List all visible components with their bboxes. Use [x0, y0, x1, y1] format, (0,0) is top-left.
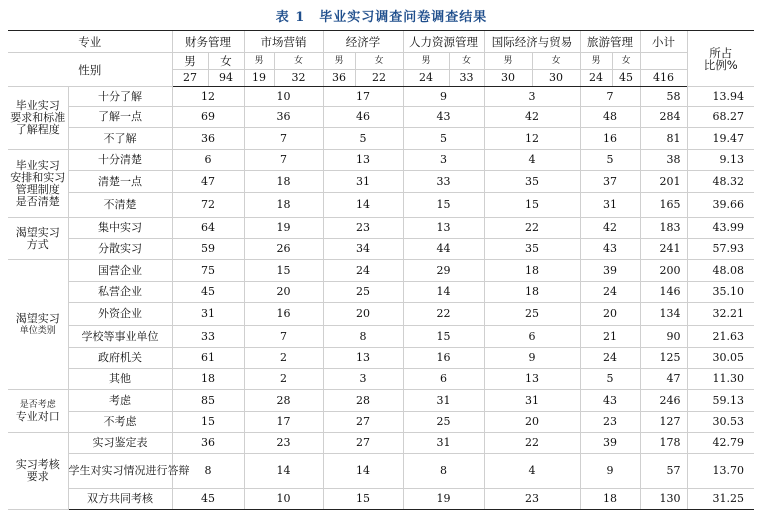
- value-cell: 15: [172, 412, 244, 433]
- value-cell: 15: [403, 193, 484, 218]
- major-header: 专业: [8, 31, 172, 53]
- row-item-label: 集中实习: [68, 218, 172, 239]
- value-cell: 3: [484, 87, 580, 107]
- value-cell: 3: [403, 150, 484, 171]
- major-economics: 经济学: [323, 31, 403, 53]
- value-cell: 15: [323, 489, 403, 510]
- value-cell: 6: [484, 326, 580, 348]
- value-cell: 18: [244, 193, 323, 218]
- value-cell: 33: [403, 171, 484, 193]
- subtotal-cell: 201: [640, 171, 687, 193]
- ratio-cell: 13.94: [687, 87, 754, 107]
- value-cell: 19: [403, 489, 484, 510]
- value-cell: 35: [484, 171, 580, 193]
- value-cell: 13: [403, 218, 484, 239]
- subtotal-cell: 146: [640, 282, 687, 303]
- row-item-label: 双方共同考核: [68, 489, 172, 510]
- major-marketing: 市场营销: [244, 31, 323, 53]
- female-label: 女: [274, 53, 323, 70]
- count-cell: 32: [274, 70, 323, 87]
- row-item-label: 不了解: [68, 128, 172, 150]
- ratio-cell: 32.21: [687, 303, 754, 326]
- value-cell: 15: [244, 260, 323, 282]
- row-item-label: 清楚一点: [68, 171, 172, 193]
- row-category: [8, 150, 68, 218]
- header-row-gender: [8, 53, 754, 70]
- value-cell: 45: [172, 489, 244, 510]
- female-label: 女: [355, 53, 403, 70]
- table-row: [8, 369, 754, 390]
- row-category-line: 了解程度: [15, 123, 60, 136]
- row-item-label: 学生对实习情况进行答辩: [68, 454, 172, 489]
- ratio-cell: 68.27: [687, 107, 754, 128]
- row-category: [8, 87, 68, 150]
- value-cell: 2: [244, 348, 323, 369]
- table-row: [8, 282, 754, 303]
- value-cell: 24: [580, 282, 640, 303]
- subtotal-blank: [640, 53, 687, 70]
- row-item-label: 私营企业: [68, 282, 172, 303]
- ratio-cell: 9.13: [687, 150, 754, 171]
- ratio-cell: 39.66: [687, 193, 754, 218]
- value-cell: 24: [323, 260, 403, 282]
- value-cell: 20: [244, 282, 323, 303]
- count-cell: 30: [532, 70, 580, 87]
- female-label: 女: [208, 53, 244, 70]
- count-cell: 33: [449, 70, 484, 87]
- value-cell: 36: [244, 107, 323, 128]
- male-label: 男: [403, 53, 449, 70]
- value-cell: 39: [580, 433, 640, 454]
- subtotal-cell: 241: [640, 239, 687, 260]
- value-cell: 27: [323, 412, 403, 433]
- value-cell: 25: [403, 412, 484, 433]
- table-row: [8, 326, 754, 348]
- value-cell: 14: [244, 454, 323, 489]
- row-item-label: 不清楚: [68, 193, 172, 218]
- value-cell: 7: [244, 326, 323, 348]
- table-title: 毕业实习调查问卷调查结果: [319, 10, 488, 25]
- table-row: [8, 348, 754, 369]
- ratio-header-line1: 所占: [709, 45, 733, 60]
- table-row: [8, 150, 754, 171]
- value-cell: 24: [580, 348, 640, 369]
- value-cell: 6: [172, 150, 244, 171]
- value-cell: 7: [244, 128, 323, 150]
- value-cell: 14: [323, 193, 403, 218]
- row-category-line: 毕业实习: [15, 158, 60, 172]
- value-cell: 22: [403, 303, 484, 326]
- value-cell: 61: [172, 348, 244, 369]
- row-category-line: 安排和实习: [10, 170, 66, 184]
- survey-results-table: [8, 30, 754, 510]
- row-category-line: 专业对口: [15, 410, 60, 423]
- count-cell: 19: [244, 70, 274, 87]
- row-category-line: 实习考核: [15, 458, 60, 471]
- header-row-majors: [8, 31, 754, 53]
- major-hr: 人力资源管理: [403, 31, 484, 53]
- value-cell: 31: [323, 171, 403, 193]
- value-cell: 8: [403, 454, 484, 489]
- major-intl-trade: 国际经济与贸易: [484, 31, 580, 53]
- subtotal-cell: 200: [640, 260, 687, 282]
- value-cell: 31: [172, 303, 244, 326]
- count-cell: 22: [355, 70, 403, 87]
- value-cell: 23: [244, 433, 323, 454]
- value-cell: 13: [323, 348, 403, 369]
- value-cell: 35: [484, 239, 580, 260]
- value-cell: 85: [172, 390, 244, 412]
- value-cell: 19: [244, 218, 323, 239]
- value-cell: 28: [323, 390, 403, 412]
- value-cell: 37: [580, 171, 640, 193]
- value-cell: 42: [484, 107, 580, 128]
- ratio-cell: 48.08: [687, 260, 754, 282]
- value-cell: 45: [172, 282, 244, 303]
- table-row: [8, 260, 754, 282]
- female-label: 女: [449, 53, 484, 70]
- value-cell: 27: [323, 433, 403, 454]
- value-cell: 34: [323, 239, 403, 260]
- ratio-cell: 30.53: [687, 412, 754, 433]
- value-cell: 18: [484, 282, 580, 303]
- value-cell: 15: [403, 326, 484, 348]
- subtotal-cell: 81: [640, 128, 687, 150]
- subtotal-cell: 125: [640, 348, 687, 369]
- ratio-cell: 42.79: [687, 433, 754, 454]
- row-category: [8, 218, 68, 260]
- row-item-label: 分散实习: [68, 239, 172, 260]
- ratio-cell: 43.99: [687, 218, 754, 239]
- ratio-cell: 31.25: [687, 489, 754, 510]
- male-label: 男: [484, 53, 532, 70]
- subtotal-header: 小计: [640, 31, 687, 53]
- value-cell: 59: [172, 239, 244, 260]
- row-item-label: 国营企业: [68, 260, 172, 282]
- row-item-label: 实习鉴定表: [68, 433, 172, 454]
- row-category-line: 要求和标准: [10, 111, 66, 124]
- subtotal-cell: 178: [640, 433, 687, 454]
- value-cell: 75: [172, 260, 244, 282]
- subtotal-cell: 127: [640, 412, 687, 433]
- subtotal-cell: 246: [640, 390, 687, 412]
- ratio-header-line2: 比例%: [703, 57, 738, 72]
- value-cell: 31: [484, 390, 580, 412]
- value-cell: 8: [323, 326, 403, 348]
- value-cell: 9: [403, 87, 484, 107]
- value-cell: 31: [403, 390, 484, 412]
- value-cell: 22: [484, 433, 580, 454]
- value-cell: 25: [323, 282, 403, 303]
- value-cell: 5: [403, 128, 484, 150]
- subtotal-cell: 134: [640, 303, 687, 326]
- ratio-cell: 13.70: [687, 454, 754, 489]
- row-item-label: 政府机关: [68, 348, 172, 369]
- value-cell: 20: [580, 303, 640, 326]
- value-cell: 4: [484, 454, 580, 489]
- table-row: [8, 87, 754, 107]
- male-label: 男: [244, 53, 274, 70]
- row-category-line: 毕业实习: [15, 99, 60, 112]
- table-row: [8, 128, 754, 150]
- row-category-line: 是否清楚: [15, 194, 60, 208]
- value-cell: 16: [580, 128, 640, 150]
- value-cell: 10: [244, 87, 323, 107]
- row-category-line: 方式: [26, 237, 49, 251]
- value-cell: 5: [580, 369, 640, 390]
- value-cell: 22: [484, 218, 580, 239]
- value-cell: 15: [484, 193, 580, 218]
- table-row: [8, 107, 754, 128]
- value-cell: 23: [484, 489, 580, 510]
- value-cell: 23: [580, 412, 640, 433]
- value-cell: 17: [244, 412, 323, 433]
- value-cell: 8: [172, 454, 244, 489]
- subtotal-cell: 58: [640, 87, 687, 107]
- table-row: [8, 390, 754, 412]
- ratio-cell: 48.32: [687, 171, 754, 193]
- row-category-line: 渴望实习: [15, 311, 60, 325]
- ratio-cell: 19.47: [687, 128, 754, 150]
- subtotal-cell: 90: [640, 326, 687, 348]
- row-category-line: 管理制度: [15, 182, 60, 196]
- row-category-line: 是否考虑: [19, 400, 56, 410]
- subtotal-cell: 38: [640, 150, 687, 171]
- row-category: [8, 433, 68, 510]
- value-cell: 39: [580, 260, 640, 282]
- table-row: [8, 433, 754, 454]
- ratio-cell: 35.10: [687, 282, 754, 303]
- value-cell: 3: [323, 369, 403, 390]
- value-cell: 36: [172, 433, 244, 454]
- table-row: [8, 454, 754, 489]
- value-cell: 18: [172, 369, 244, 390]
- major-tourism: 旅游管理: [580, 31, 640, 53]
- value-cell: 28: [244, 390, 323, 412]
- major-finance: 财务管理: [172, 31, 244, 53]
- table-row: [8, 489, 754, 510]
- subtotal-cell: 183: [640, 218, 687, 239]
- value-cell: 33: [172, 326, 244, 348]
- row-item-label: 了解一点: [68, 107, 172, 128]
- table-row: [8, 193, 754, 218]
- total-count: 416: [640, 70, 687, 87]
- count-cell: 24: [403, 70, 449, 87]
- subtotal-cell: 57: [640, 454, 687, 489]
- value-cell: 14: [403, 282, 484, 303]
- table-caption: [0, 6, 763, 25]
- value-cell: 5: [323, 128, 403, 150]
- value-cell: 43: [580, 239, 640, 260]
- ratio-cell: 57.93: [687, 239, 754, 260]
- value-cell: 20: [323, 303, 403, 326]
- value-cell: 29: [403, 260, 484, 282]
- value-cell: 48: [580, 107, 640, 128]
- row-category-line: 要求: [26, 470, 49, 483]
- row-category-line: 渴望实习: [15, 225, 60, 239]
- table-number: 表 1: [275, 10, 306, 25]
- female-label: 女: [532, 53, 580, 70]
- row-item-label: 不考虑: [68, 412, 172, 433]
- count-cell: 45: [612, 70, 640, 87]
- value-cell: 9: [580, 454, 640, 489]
- row-item-label: 其他: [68, 369, 172, 390]
- ratio-cell: 21.63: [687, 326, 754, 348]
- row-item-label: 学校等事业单位: [68, 326, 172, 348]
- value-cell: 43: [580, 390, 640, 412]
- value-cell: 43: [403, 107, 484, 128]
- table-row: [8, 218, 754, 239]
- value-cell: 20: [484, 412, 580, 433]
- table-row: [8, 239, 754, 260]
- value-cell: 36: [172, 128, 244, 150]
- value-cell: 72: [172, 193, 244, 218]
- ratio-header: [687, 31, 754, 87]
- value-cell: 46: [323, 107, 403, 128]
- value-cell: 14: [323, 454, 403, 489]
- row-item-label: 外资企业: [68, 303, 172, 326]
- value-cell: 2: [244, 369, 323, 390]
- female-label: 女: [612, 53, 640, 70]
- row-category-line: 单位类别: [19, 325, 56, 336]
- male-label: 男: [172, 53, 208, 70]
- value-cell: 16: [403, 348, 484, 369]
- subtotal-cell: 47: [640, 369, 687, 390]
- value-cell: 18: [580, 489, 640, 510]
- row-category: [8, 390, 68, 433]
- value-cell: 18: [244, 171, 323, 193]
- value-cell: 9: [484, 348, 580, 369]
- value-cell: 5: [580, 150, 640, 171]
- count-cell: 30: [484, 70, 532, 87]
- table-row: [8, 171, 754, 193]
- count-cell: 24: [580, 70, 612, 87]
- value-cell: 7: [244, 150, 323, 171]
- row-item-label: 考虑: [68, 390, 172, 412]
- value-cell: 17: [323, 87, 403, 107]
- value-cell: 7: [580, 87, 640, 107]
- value-cell: 16: [244, 303, 323, 326]
- value-cell: 64: [172, 218, 244, 239]
- count-cell: 94: [208, 70, 244, 87]
- ratio-cell: 30.05: [687, 348, 754, 369]
- value-cell: 26: [244, 239, 323, 260]
- table-row: [8, 303, 754, 326]
- row-category: [8, 260, 68, 390]
- value-cell: 12: [484, 128, 580, 150]
- value-cell: 13: [484, 369, 580, 390]
- value-cell: 21: [580, 326, 640, 348]
- value-cell: 4: [484, 150, 580, 171]
- count-cell: 36: [323, 70, 355, 87]
- subtotal-cell: 165: [640, 193, 687, 218]
- row-item-label: 十分清楚: [68, 150, 172, 171]
- table-row: [8, 412, 754, 433]
- value-cell: 42: [580, 218, 640, 239]
- male-label: 男: [323, 53, 355, 70]
- value-cell: 44: [403, 239, 484, 260]
- value-cell: 47: [172, 171, 244, 193]
- ratio-cell: 59.13: [687, 390, 754, 412]
- value-cell: 12: [172, 87, 244, 107]
- gender-header: 性别: [8, 53, 172, 87]
- value-cell: 31: [580, 193, 640, 218]
- value-cell: 25: [484, 303, 580, 326]
- value-cell: 31: [403, 433, 484, 454]
- value-cell: 23: [323, 218, 403, 239]
- value-cell: 13: [323, 150, 403, 171]
- count-cell: 27: [172, 70, 208, 87]
- value-cell: 10: [244, 489, 323, 510]
- male-label: 男: [580, 53, 612, 70]
- row-item-label: 十分了解: [68, 87, 172, 107]
- value-cell: 6: [403, 369, 484, 390]
- subtotal-cell: 130: [640, 489, 687, 510]
- ratio-cell: 11.30: [687, 369, 754, 390]
- value-cell: 18: [484, 260, 580, 282]
- subtotal-cell: 284: [640, 107, 687, 128]
- value-cell: 69: [172, 107, 244, 128]
